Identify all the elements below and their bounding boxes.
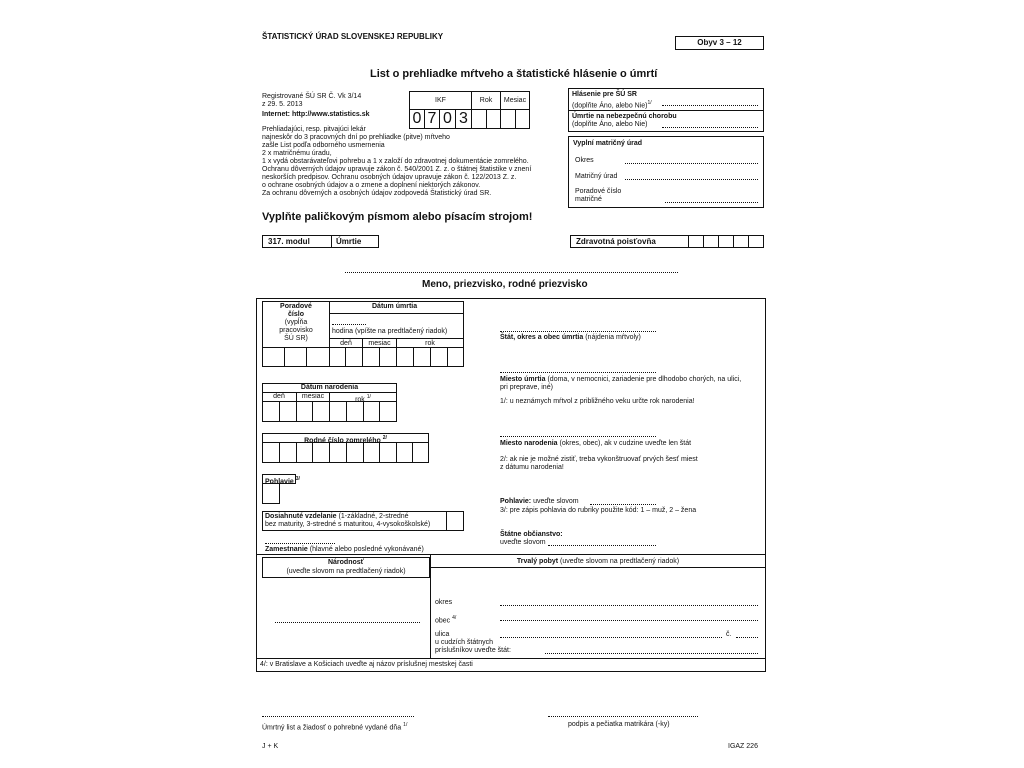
mesiac-cell[interactable] xyxy=(362,347,380,367)
hodina-label: hodina (vpíšte na predtlačený riadok) xyxy=(332,328,448,335)
poradove-cislo-label: pracovisko xyxy=(279,327,313,334)
internet-link[interactable]: Internet: http://www.statistics.sk xyxy=(262,111,370,118)
rok-cell[interactable] xyxy=(486,109,501,129)
podpis-field[interactable] xyxy=(548,716,698,717)
poradove-cislo-label: ŠÚ SR) xyxy=(284,335,308,342)
rodne-cislo-cell[interactable] xyxy=(379,442,397,463)
pobyt-cislo-label: č. xyxy=(726,631,732,638)
rok-cell[interactable] xyxy=(471,109,487,129)
form-title: List o prehliadke mŕtveho a štatistické hlásenie o úmrtí xyxy=(370,68,658,80)
poradove-cislo-label: Poradové xyxy=(280,303,312,310)
matricny-urad-field[interactable] xyxy=(625,179,758,180)
zamestnanie-label: Zamestnanie (hlavné alebo posledné vykonávané) xyxy=(265,546,424,553)
office-name: ŠTATISTICKÝ ÚRAD SLOVENSKEJ REPUBLIKY xyxy=(262,32,444,41)
rodne-cislo-cell[interactable] xyxy=(279,442,297,463)
rok-cell[interactable] xyxy=(346,401,364,422)
ikf-digit[interactable]: 3 xyxy=(455,109,472,129)
footnote-3: 3/: pre zápis pohlavia do rubriky použite kód: 1 – muž, 2 – žena xyxy=(500,507,697,514)
divider xyxy=(256,554,766,555)
mesiac-cell[interactable] xyxy=(379,347,397,367)
modul-label: 317. modul xyxy=(268,237,310,246)
nebezpecna-choroba-hint: (doplňte Áno, alebo Nie) xyxy=(572,121,648,128)
rodne-cislo-cell[interactable] xyxy=(363,442,380,463)
pohlavie-cell[interactable] xyxy=(262,483,280,504)
podpis-label: podpis a pečiatka matrikára (-ky) xyxy=(568,721,670,728)
pohlavie-label: Pohlavie $^{3/}$ xyxy=(265,476,300,486)
obcianstvo-field[interactable] xyxy=(548,545,656,546)
vzdelanie-hint: bez maturity, 3-stredné s maturitou, 4-vysokoškolské) xyxy=(265,521,431,528)
poradove-label: Poradové číslo xyxy=(575,188,622,195)
divider xyxy=(430,567,766,568)
den-cell[interactable] xyxy=(345,347,363,367)
pobyt-obec-label: obec $^{4/}$ xyxy=(435,615,457,625)
mesiac-label: mesiac xyxy=(301,393,325,400)
rodne-cislo-cell[interactable] xyxy=(262,442,280,463)
instruction-line: neskorších predpisov. Ochranu osobných údajov upravuje zákon č. 122/2013 Z. z. xyxy=(262,174,517,181)
pohlavie-slovom-label: Pohlavie: uveďte slovom xyxy=(500,498,579,505)
instruction-line: Za ochranu dôverných a osobných údajov zodpovedá Štatistický úrad SR. xyxy=(262,190,492,197)
poistovna-cell[interactable] xyxy=(718,235,734,248)
datum-narodenia-label: Dátum narodenia xyxy=(300,384,359,391)
footer-code-left: J + K xyxy=(262,743,279,750)
datum-umrtia-label: Dátum úmrtia xyxy=(372,303,418,310)
fill-note: Vyplňte paličkovým písmom alebo písacím strojom! xyxy=(262,211,533,223)
narodnost-label: Národnosť xyxy=(327,559,365,566)
poistovna-cell[interactable] xyxy=(703,235,719,248)
footnote-1: 1/: u neznámych mŕtvol z približného veku určte rok narodenia! xyxy=(500,398,695,405)
pobyt-ulica-field[interactable] xyxy=(500,637,722,638)
instruction-line: Ochranu dôverných údajov upravuje zákon č. 540/2001 Z. z. o štátnej štatistike v znení xyxy=(262,166,532,173)
rok-cell[interactable] xyxy=(379,401,397,422)
instruction-line: 1 x vydá obstarávateľovi pohrebu a 1 x založí do zdravotnej dokumentácie zomrelého. xyxy=(262,158,529,165)
miesto-umrtia-field[interactable] xyxy=(500,372,656,373)
rodne-cislo-cell[interactable] xyxy=(296,442,313,463)
pobyt-okres-field[interactable] xyxy=(500,605,758,606)
matricny-urad-label: Matričný úrad xyxy=(575,173,618,180)
rodne-cislo-label: Rodné číslo zomrelého $^{2/}$ xyxy=(304,435,387,445)
poradove-cislo-label: (vypĺňa xyxy=(284,319,308,326)
den-cell[interactable] xyxy=(262,401,280,422)
poistovna-cell[interactable] xyxy=(688,235,704,248)
pobyt-okres-label: okres xyxy=(435,599,453,606)
poradove-label-2: matričné xyxy=(575,196,602,203)
poradove-cislo-label: číslo xyxy=(288,311,304,318)
rodne-cislo-cell[interactable] xyxy=(346,442,364,463)
poradove-matricne-field[interactable] xyxy=(665,202,758,203)
pobyt-cislo-field[interactable] xyxy=(736,637,758,638)
ikf-digit[interactable]: 0 xyxy=(439,109,456,129)
miesto-narodenia-label: Miesto narodenia (okres, obec), ak v cudzine uveďte len štát xyxy=(500,440,692,447)
pohlavie-slovom-field[interactable] xyxy=(590,504,656,505)
vzdelanie-cell[interactable] xyxy=(447,512,463,530)
mesiac-header: Mesiac xyxy=(500,91,530,110)
miesto-narodenia-field[interactable] xyxy=(500,436,656,437)
instruction-line: zašle List podľa odborného usmernenia xyxy=(262,142,385,149)
den-label: deň xyxy=(273,393,285,400)
vydane-dna-field[interactable] xyxy=(262,716,414,717)
trvaly-pobyt-label: Trvalý pobyt (uveďte slovom na predtlačený riadok) xyxy=(516,558,680,565)
hlasenie-label: Hlásenie pre ŠÚ SR xyxy=(572,91,637,98)
instruction-line: najneskôr do 3 pracovných dní po prehliadke (pitve) mŕtveho xyxy=(262,134,450,141)
hlasenie-hint: (doplňte Áno, alebo Nie)$^{1/}$ xyxy=(572,100,652,110)
narodnost-hint: (uveďte slovom na predtlačený riadok) xyxy=(286,568,406,575)
poradove-cell[interactable] xyxy=(284,347,307,367)
mesiac-cell[interactable] xyxy=(500,109,516,129)
footnote-2: 2/: ak nie je možné zistiť, treba vykonštruovať prvých šesť miest xyxy=(500,456,698,463)
pobyt-stat-field[interactable] xyxy=(545,653,758,654)
rok-cell[interactable] xyxy=(430,347,448,367)
poistovna-cell[interactable] xyxy=(733,235,749,248)
poradove-cell[interactable] xyxy=(306,347,330,367)
name-title: Meno, priezvisko, rodné priezvisko xyxy=(422,279,588,290)
narodnost-field[interactable] xyxy=(275,622,420,623)
registration-line1: Registrované ŠÚ SR Č. Vk 3/14 xyxy=(262,93,362,100)
stat-label: Štát, okres a obec úmrtia (nájdenia mŕtvoly) xyxy=(500,334,641,341)
matricny-title: Vyplní matričný úrad xyxy=(573,140,642,147)
okres-field[interactable] xyxy=(625,163,758,164)
form-code: Obyv 3 – 12 xyxy=(675,36,764,50)
pobyt-cudzinci-label: u cudzích štátnych xyxy=(435,639,493,646)
rok-cell[interactable] xyxy=(396,347,414,367)
rok-label: rok $^{1/}$ xyxy=(355,394,371,404)
den-cell[interactable] xyxy=(329,347,346,367)
rok-cell[interactable] xyxy=(363,401,380,422)
mesiac-cell[interactable] xyxy=(296,401,313,422)
zamestnanie-field[interactable] xyxy=(265,543,335,544)
den-label: deň xyxy=(340,340,352,347)
hlasenie-field[interactable] xyxy=(662,105,758,106)
rodne-cislo-cell[interactable] xyxy=(312,442,330,463)
hodina-field[interactable] xyxy=(332,324,366,325)
miesto-umrtia-label: Miesto úmrtia (doma, v nemocnici, zariadenie pre dlhodobo chorých, na ulici, xyxy=(500,376,742,383)
rodne-cislo-cell[interactable] xyxy=(329,442,347,463)
rok-cell[interactable] xyxy=(329,401,347,422)
divider xyxy=(329,313,464,314)
pobyt-cudzinci-label-2: príslušníkov uveďte štát: xyxy=(435,647,511,654)
obcianstvo-hint: uveďte slovom xyxy=(500,539,546,546)
nebezpecna-choroba-label: Úmrtie na nebezpečnú chorobu xyxy=(572,113,677,120)
footnote-2-cont: z dátumu narodenia! xyxy=(500,464,564,471)
rodne-cislo-cell[interactable] xyxy=(412,442,429,463)
ikf-digit[interactable]: 0 xyxy=(409,109,425,129)
ikf-digit[interactable]: 7 xyxy=(424,109,440,129)
vzdelanie-label: Dosiahnuté vzdelanie (1-základné, 2-stredné xyxy=(265,513,409,520)
okres-label: Okres xyxy=(575,157,594,164)
name-field[interactable] xyxy=(345,272,678,273)
rok-label: rok xyxy=(425,340,435,347)
rok-cell[interactable] xyxy=(447,347,464,367)
obcianstvo-label: Štátne občianstvo: xyxy=(500,531,563,538)
nebezpecna-choroba-field[interactable] xyxy=(662,127,758,128)
instruction-line: 2 x matričnému úradu, xyxy=(262,150,332,157)
ikf-header: IKF xyxy=(409,91,472,110)
rok-header: Rok xyxy=(471,91,501,110)
divider xyxy=(430,554,431,658)
poistovna-label: Zdravotná poisťovňa xyxy=(576,237,656,246)
pobyt-ulica-label: ulica xyxy=(435,631,450,638)
rodne-cislo-cell[interactable] xyxy=(396,442,413,463)
mesiac-label: mesiac xyxy=(368,340,391,347)
footer-code-right: IGAZ 226 xyxy=(728,743,758,750)
rok-cell[interactable] xyxy=(413,347,431,367)
pobyt-obec-field[interactable] xyxy=(500,620,758,621)
mesiac-cell[interactable] xyxy=(515,109,530,129)
stat-okres-obec-field[interactable] xyxy=(500,331,656,332)
den-cell[interactable] xyxy=(279,401,297,422)
poistovna-cell[interactable] xyxy=(748,235,764,248)
miesto-umrtia-hint: pri preprave, iné) xyxy=(500,384,553,391)
poradove-cell[interactable] xyxy=(262,347,285,367)
vydane-dna-label: Úmrtný list a žiadosť o pohrebné vydané dňa $^{1/}$ xyxy=(262,722,408,732)
instruction-line: Prehliadajúci, resp. pitvajúci lekár xyxy=(262,126,366,133)
divider xyxy=(256,658,766,659)
footnote-4: 4/: v Bratislave a Košiciach uveďte aj názov príslušnej mestskej časti xyxy=(260,661,473,668)
mesiac-cell[interactable] xyxy=(312,401,330,422)
divider xyxy=(331,235,332,248)
instruction-line: o ochrane osobných údajov a o zmene a doplnení niektorých zákonov. xyxy=(262,182,481,189)
modul-value: Úmrtie xyxy=(336,237,362,246)
registration-line2: z 29. 5. 2013 xyxy=(262,101,303,108)
